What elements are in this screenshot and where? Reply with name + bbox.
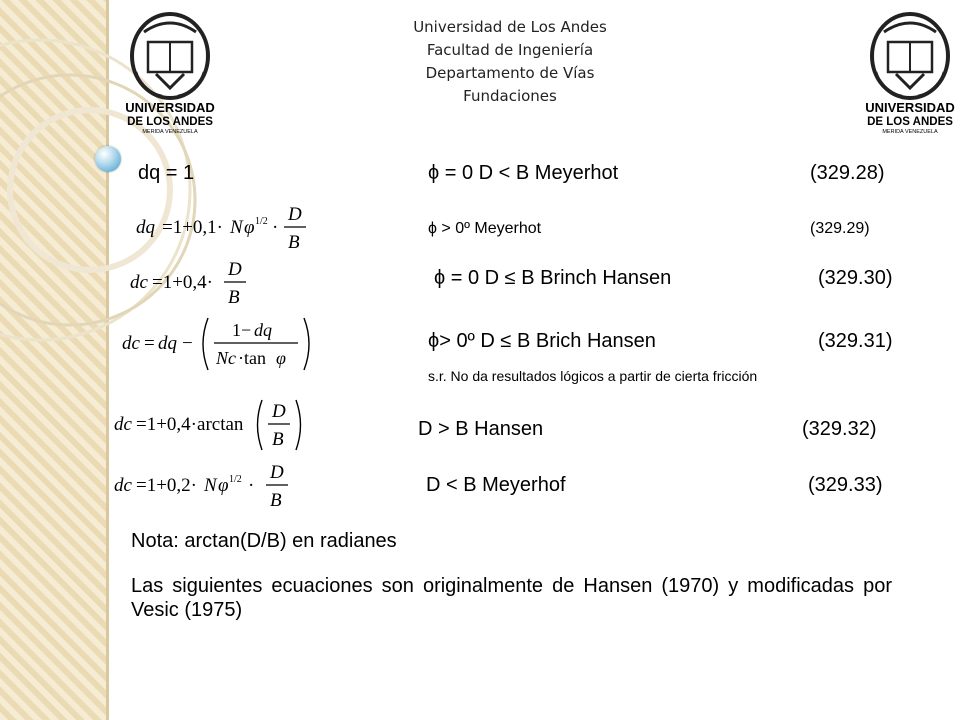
university-logo-left: [122, 12, 218, 136]
svg-text:dq: dq: [136, 217, 155, 238]
condition-329-28: ϕ = 0 D < B Meyerhot: [428, 162, 619, 184]
logo-text-line1: UNIVERSIDAD: [125, 100, 215, 115]
logo-text-line2: DE LOS ANDES: [867, 116, 953, 128]
svg-text:·: ·: [272, 217, 279, 238]
svg-text:dq: dq: [158, 333, 177, 354]
equation-dc-meyerhof-02: [112, 456, 312, 516]
svg-text:=1+0,1·: =1+0,1·: [162, 217, 224, 238]
svg-text:N: N: [230, 217, 243, 238]
university-logo-right: [862, 12, 958, 136]
svg-text:B: B: [288, 232, 300, 253]
reference-329-28: (329.28): [810, 162, 885, 184]
condition-329-32: D > B Hansen: [418, 418, 544, 440]
svg-text:·: ·: [248, 475, 255, 496]
note-brich-hansen: s.r. No da resultados lógicos a partir de cierta fricción: [428, 368, 758, 384]
svg-text:B: B: [270, 490, 282, 511]
svg-text:dc: dc: [114, 414, 132, 435]
svg-text:−: −: [182, 333, 193, 354]
svg-text:1/2: 1/2: [229, 474, 242, 485]
logo-text-line3: MERIDA VENEZUELA: [882, 129, 938, 135]
logo-text-line3: MERIDA VENEZUELA: [142, 129, 198, 135]
svg-text:=: =: [144, 333, 155, 354]
reference-329-30: (329.30): [818, 267, 893, 289]
svg-text:D: D: [288, 204, 302, 225]
condition-329-33: D < B Meyerhof: [426, 474, 566, 496]
svg-text:dc: dc: [122, 333, 140, 354]
svg-text:D: D: [270, 462, 284, 483]
equation-dq-meyerhof: [134, 198, 334, 258]
svg-text:D: D: [228, 259, 242, 280]
svg-text:D: D: [272, 401, 286, 422]
note-arctan-radians: Nota: arctan(D/B) en radianes: [131, 530, 397, 552]
svg-text:φ: φ: [244, 217, 255, 238]
svg-text:=1+0,4·arctan: =1+0,4·arctan: [136, 414, 244, 435]
svg-text:B: B: [272, 429, 284, 450]
svg-text:B: B: [228, 287, 240, 308]
svg-text:1/2: 1/2: [255, 216, 268, 227]
logo-text-line1: UNIVERSIDAD: [865, 100, 955, 115]
svg-text:1−: 1−: [232, 320, 252, 340]
svg-text:=1+0,2·: =1+0,2·: [136, 475, 198, 496]
reference-329-29: (329.29): [810, 220, 870, 237]
svg-text:·tan: ·tan: [238, 348, 266, 368]
header-subject: Fundaciones: [463, 87, 557, 105]
reference-329-33: (329.33): [808, 474, 883, 496]
reference-329-31: (329.31): [818, 330, 893, 352]
condition-329-30: ϕ = 0 D ≤ B Brinch Hansen: [434, 267, 672, 289]
svg-text:Nc: Nc: [216, 348, 236, 368]
header-department: Departamento de Vías: [425, 64, 595, 82]
svg-text:φ: φ: [218, 475, 229, 496]
logo-text-line2: DE LOS ANDES: [127, 116, 213, 128]
paragraph-hansen-vesic: Las siguientes ecuaciones son originalmente de Hansen (1970) y modificadas por Vesic (1975): [131, 575, 892, 621]
header-faculty: Facultad de Ingeniería: [426, 41, 594, 59]
equation-dc-brinch-hansen: [120, 312, 320, 376]
equation-dq-equals-one: dq = 1: [138, 162, 195, 184]
condition-329-29: ϕ > 0º Meyerhot: [428, 220, 542, 237]
svg-text:φ: φ: [276, 348, 286, 368]
svg-text:dc: dc: [130, 272, 148, 293]
decorative-bubble: [95, 146, 121, 172]
header-university: Universidad de Los Andes: [413, 18, 607, 36]
condition-329-31: ϕ> 0º D ≤ B Brich Hansen: [428, 330, 656, 352]
svg-text:=1+0,4·: =1+0,4·: [152, 272, 214, 293]
slide-header: [300, 16, 720, 108]
svg-text:N: N: [204, 475, 217, 496]
reference-329-32: (329.32): [802, 418, 877, 440]
equation-dc-arctan: [112, 394, 312, 456]
svg-text:dq: dq: [254, 320, 272, 340]
svg-text:dc: dc: [114, 475, 132, 496]
equation-dc-meyerhof-04: [128, 256, 268, 312]
